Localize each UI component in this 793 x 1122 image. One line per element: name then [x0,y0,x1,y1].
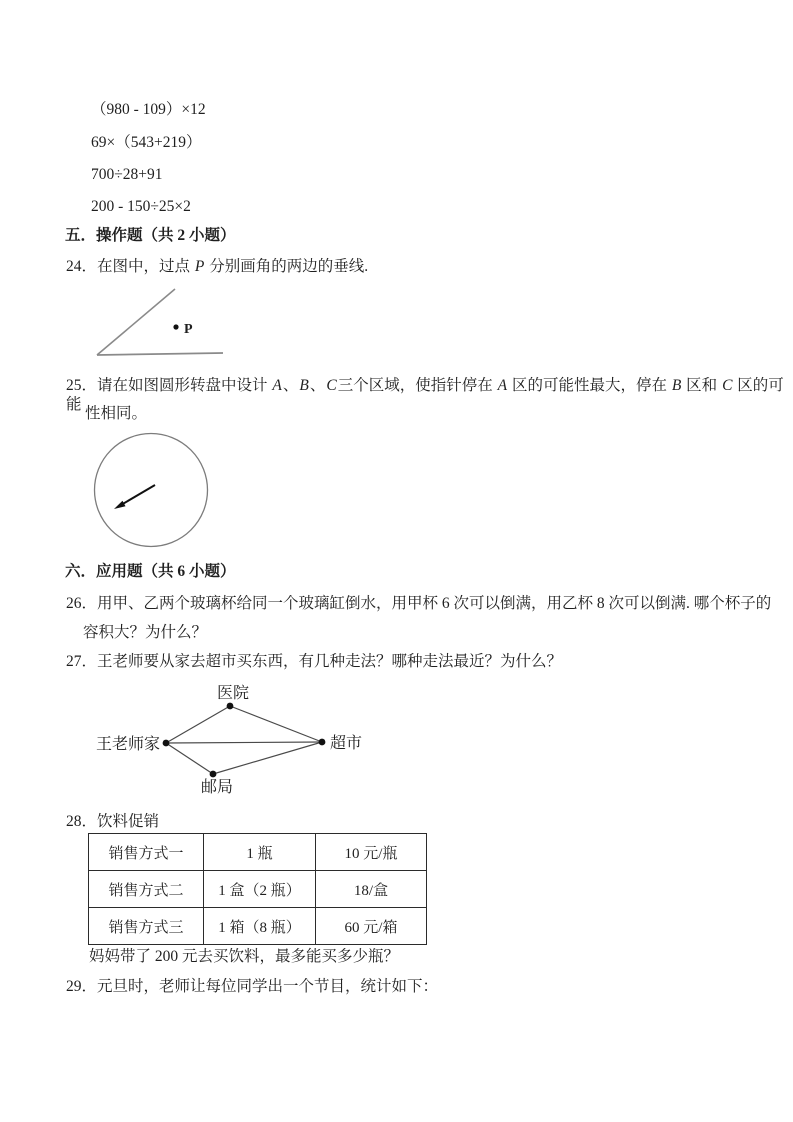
table-cell: 销售方式三 [89,908,204,945]
question-24-text [66,257,368,276]
question-28-question: 妈妈带了 200 元去买饮料，最多能买多少瓶？ [89,948,400,965]
question-25-line2: 性相同。 [85,405,148,422]
node-hospital-dot [227,703,234,710]
spinner-circle [95,434,208,547]
expression-line-1: （980 - 109）×12 [91,101,206,118]
node-postoffice-dot [210,771,217,778]
table-row [89,871,427,908]
question-26-line1: 26．用甲、乙两个玻璃杯给同一个玻璃缸倒水，用甲杯 6 次可以倒满，用乙杯 8 次可以倒满. 哪个杯子的 [66,595,772,612]
q25-var-a1: A [272,377,282,394]
point-p-label: P [184,322,193,337]
q25-var-b1: B [299,377,309,394]
table-cell: 60 元/箱 [316,908,427,945]
node-home-dot [163,740,170,747]
node-supermarket-label: 超市 [330,735,363,752]
promo-table [88,833,427,945]
q25-p2: 、 [309,377,326,394]
q25-t1: 25．请在如图圆形转盘中设计 [66,377,272,394]
q25-var-a2: A [497,377,508,394]
expression-line-4: 200 - 150÷25×2 [91,198,191,215]
section-5-heading: 五．操作题（共 2 小题） [65,227,236,244]
table-cell: 1 箱（8 瓶） [204,908,316,945]
q25-var-b2: B [671,377,682,394]
question-25-line1 [66,376,793,415]
q24-var-p: P [194,258,205,275]
table-cell: 10 元/瓶 [316,834,427,871]
question-28-title: 28．饮料促销 [66,813,160,830]
edge-home-hospital [166,706,230,743]
table-cell: 销售方式二 [89,871,204,908]
question-29-text: 29．元旦时，老师让每位同学出一个节目，统计如下： [66,978,439,995]
angle-ray-horizontal [97,353,223,355]
edge-home-postoffice [166,743,213,774]
angle-figure [88,283,238,368]
q25-t4: 区和 [682,377,722,394]
question-27-text: 27．王老师要从家去超市买东西，有几种走法？哪种走法最近？为什么？ [66,653,563,670]
spinner-arrow-shaft [121,485,155,505]
section-6-heading: 六．应用题（共 6 小题） [65,563,236,580]
q25-var-c1: C [326,377,337,394]
question-26-line2: 容积大？为什么？ [83,624,208,641]
spinner-figure [92,431,214,551]
point-p-dot [173,324,178,329]
table-cell: 1 瓶 [204,834,316,871]
table-row [89,834,427,871]
q25-p1: 、 [282,377,299,394]
q25-t5: 区的可能 [66,377,784,414]
table-cell: 1 盒（2 瓶） [204,871,316,908]
expression-line-2: 69×（543+219） [91,134,202,151]
q24-text-post: 分别画角的两边的垂线. [205,258,369,275]
q24-text-pre: 24．在图中，过点 [66,258,194,275]
node-postoffice-label: 邮局 [200,779,234,796]
node-hospital-label: 医院 [216,685,250,702]
route-diagram [90,678,380,800]
table-cell: 18/盒 [316,871,427,908]
q25-t2: 三个区域，使指针停在 [337,377,497,394]
q25-t3: 区的可能性最大，停在 [508,377,671,394]
edge-home-supermarket [166,742,322,743]
node-supermarket-dot [319,739,326,746]
table-cell: 销售方式一 [89,834,204,871]
table-row [89,908,427,945]
angle-ray-diagonal [97,289,175,355]
edge-postoffice-supermarket [213,742,322,774]
edge-hospital-supermarket [230,706,322,742]
node-home-label: 王老师家 [95,736,160,753]
spinner-arrow-head [114,501,126,509]
q25-var-c2: C [722,377,733,394]
expression-line-3: 700÷28+91 [91,166,163,183]
